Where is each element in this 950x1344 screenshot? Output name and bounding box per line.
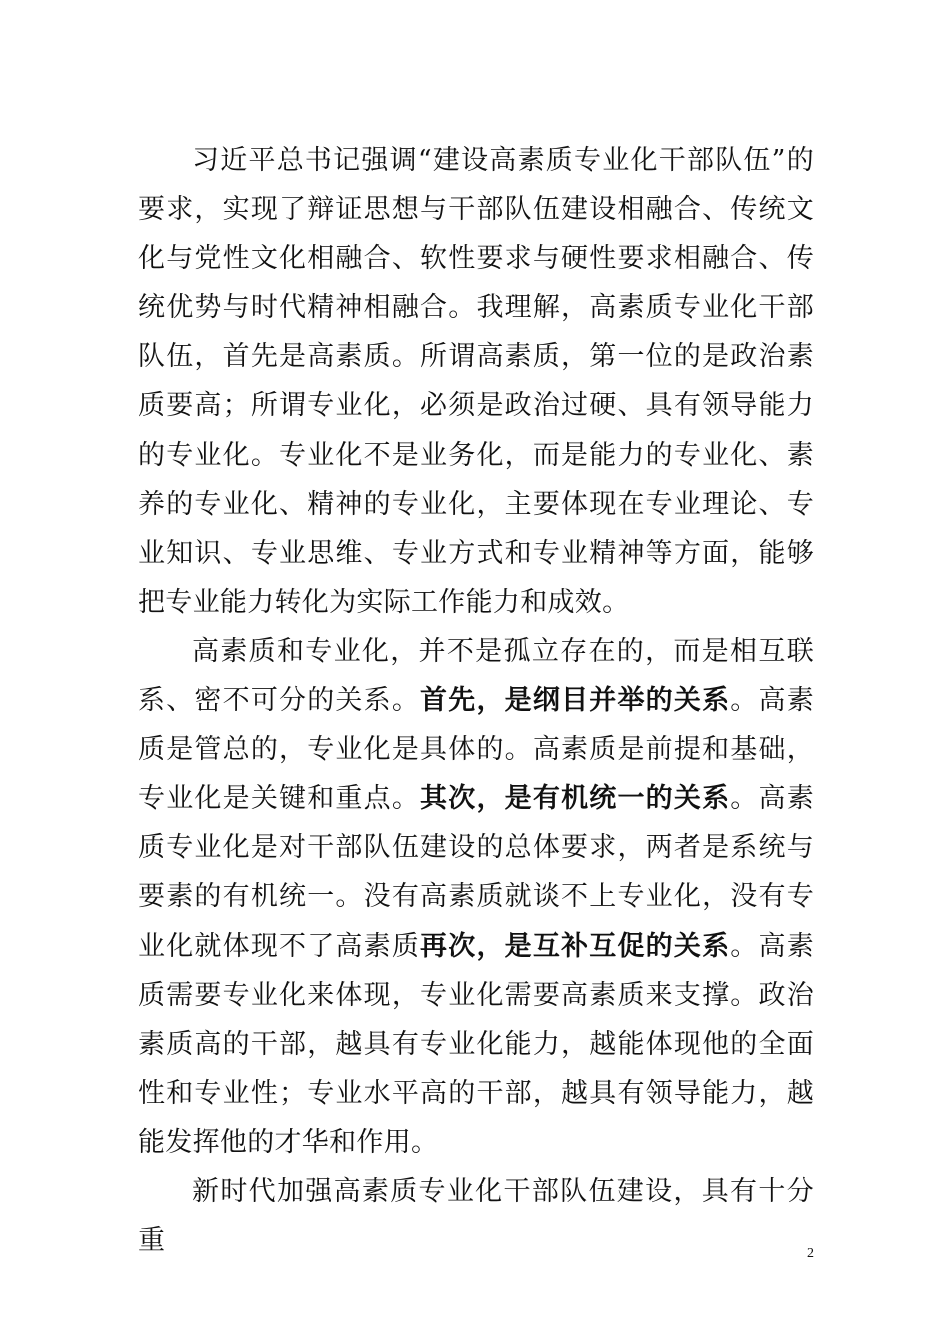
paragraph-2-bold-heading-1: 首先，是纲目并举的关系	[420, 685, 731, 717]
paragraph-1	[138, 136, 814, 627]
paragraph-2	[138, 627, 814, 1167]
paragraph-2-run-7: 。高素质需要专业化来体现，专业化需要高素质来支撑。政治素质高的干部，越具有专业化能力，越能体现他的全面性和专业性；专业水平高的干部，越具有领导能力，越能发挥他的才华和作用。	[138, 930, 815, 1158]
paragraph-3	[138, 1167, 814, 1265]
paragraph-3-run-1: 新时代加强高素质专业化干部队伍建设，具有十分重	[138, 1175, 814, 1257]
paragraph-2-run-1: 高素质和专业化，并不是孤立存在的，而是相互联系、密不可分的关系。	[138, 635, 814, 717]
page-number: 2	[807, 1246, 814, 1261]
paragraph-2-bold-heading-3: 再次，是互补互促的关系	[420, 930, 731, 962]
paragraph-2-run-3: 。高素质是管总的，专业化是具体的。高素质是前提和基础，专业化是关键和重点。	[138, 685, 815, 815]
document-body	[138, 136, 814, 1265]
paragraph-1-run-1: 习近平总书记强调“建设高素质专业化干部队伍”的要求，实现了辩证思想与干部队伍建设相融合、传统文化与党性文化相融合、软性要求与硬性要求相融合、传统优势与时代精神相融合。我理解，高素质专业化干部队伍，首先是高素质。所谓高素质，第一位的是政治素质要高；所谓专业化，必须是政治过硬、具有领导能力的专业化。专业化不是业务化，而是能力的专业化、素养的专业化、精神的专业化，主要体现在专业理论、专业知识、专业思维、专业方式和专业精神等方面，能够把专业能力转化为实际工作能力和成效。	[138, 145, 814, 618]
paragraph-2-bold-heading-2: 其次，是有机统一的关系	[420, 783, 731, 815]
paragraph-2-run-5: 。高素质专业化是对干部队伍建设的总体要求，两者是系统与要素的有机统一。没有高素质就谈不上专业化，没有专业化就体现不了高素质	[138, 783, 815, 962]
